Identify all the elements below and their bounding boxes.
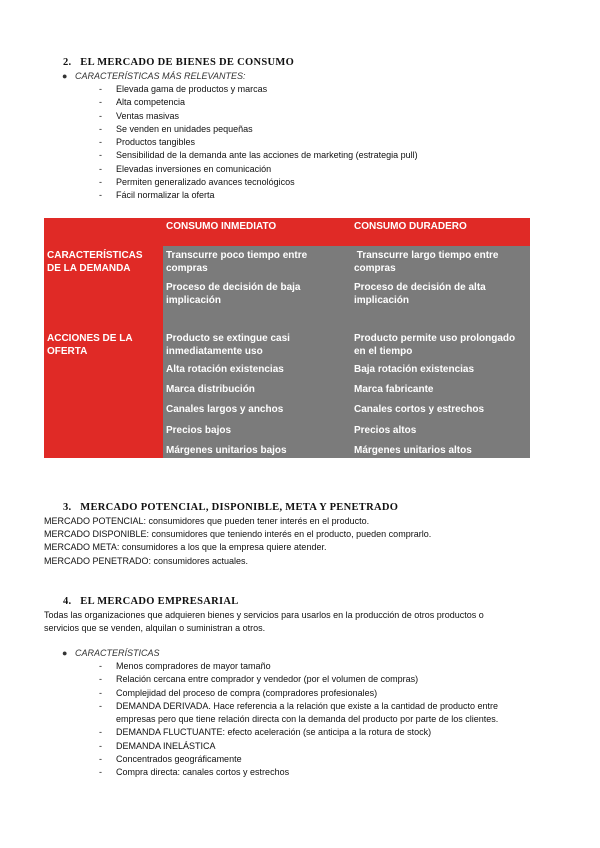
section-2-title: EL MERCADO DE BIENES DE CONSUMO [80,57,295,68]
section-3-heading [63,502,398,513]
consumo-table [44,218,530,458]
list-item: - Fácil normalizar la oferta [99,189,559,202]
table-item: Producto se extingue casi inmediatamente uso [166,333,290,357]
paragraph-line: MERCADO META: consumidores a los que la empresa quiere atender. [44,542,327,553]
table-header-inmediato: CONSUMO INMEDIATO [163,218,351,246]
list-item: - DEMANDA DERIVADA. Hace referencia a la relación que existe a la cantidad de producto entre empresas pero que tiene relación directa con la demanda del producto por parte de los clientes. [99,700,559,727]
table-item: Transcurre poco tiempo entre compras [166,250,308,274]
list-item: - Menos compradores de mayor tamaño [99,660,559,673]
section-2-bullet-label: CARACTERÍSTICAS MÁS RELEVANTES: [74,71,246,81]
table-item: Márgenes unitarios bajos [166,445,287,456]
list-item: - Elevadas inversiones en comunicación [99,163,559,176]
table-item: Precios altos [354,425,417,436]
list-item: - Alta competencia [99,96,559,109]
table-item: Proceso de decisión de alta implicación [354,282,486,306]
list-item: - Concentrados geográficamente [99,753,559,766]
list-item: - Elevada gama de productos y marcas [99,83,559,96]
section-3-title: MERCADO POTENCIAL, DISPONIBLE, META Y PENETRADO [80,502,399,513]
list-item: - Complejidad del proceso de compra (compradores profesionales) [99,687,559,700]
list-item: - DEMANDA FLUCTUANTE: efecto aceleración (se anticipa a la rotura de stock) [99,726,559,739]
table-item: Marca fabricante [354,384,434,395]
section-3-number: 3. [63,502,72,513]
table-item: Baja rotación existencias [354,364,475,375]
list-item: - Relación cercana entre comprador y vendedor (por el volumen de compras) [99,673,559,686]
paragraph-line: MERCADO PENETRADO: consumidores actuales. [44,555,249,566]
table-header-duradero: CONSUMO DURADERO [351,218,530,246]
bullet-dot-icon: ● [62,71,68,81]
table-item: Canales largos y anchos [166,404,284,415]
section-4-list [99,660,559,780]
section-2-list [99,83,559,203]
table-item: Alta rotación existencias [166,364,284,375]
cell-oferta-inmediato [163,329,351,458]
paragraph-line: MERCADO DISPONIBLE: consumidores que teniendo interés en el producto, pueden comprarlo. [44,529,432,540]
cell-demanda-inmediato [163,246,351,329]
cell-demanda-duradero [351,246,530,329]
list-item: - Compra directa: canales cortos y estrechos [99,766,559,779]
section-4-bullet-label: CARACTERÍSTICAS [74,648,160,658]
table-item: Proceso de decisión de baja implicación [166,282,301,306]
table-item: Marca distribución [166,384,255,395]
section-4-number: 4. [63,596,72,607]
section-2-heading [63,57,294,68]
list-item: - Productos tangibles [99,136,559,149]
cell-oferta-duradero [351,329,530,458]
table-item: Producto permite uso prolongado en el tiempo [354,333,516,357]
paragraph-line: MERCADO POTENCIAL: consumidores que pueden tener interés en el producto. [44,516,370,526]
paragraph-line: servicios que se venden, alquilan o suministran a otros. [44,623,266,634]
list-item: - Se venden en unidades pequeñas [99,123,559,136]
list-item: - DEMANDA INELÁSTICA [99,740,559,753]
section-2-bullet [62,71,246,81]
section-4-intro [44,609,574,635]
section-2-number: 2. [63,57,72,68]
table-item: Márgenes unitarios altos [354,445,472,456]
section-4-bullet [62,648,159,658]
list-item: - Permiten generalizado avances tecnológicos [99,176,559,189]
paragraph-line: Todas las organizaciones que adquieren bienes y servicios para usarlos en la producción de otros productos o [44,610,484,620]
table-item: Transcurre largo tiempo entre compras [354,250,499,274]
row-label-demanda: CARACTERÍSTICAS DE LA DEMANDA [44,246,163,329]
table-item: Canales cortos y estrechos [354,404,485,415]
row-label-oferta: ACCIONES DE LA OFERTA [44,329,163,458]
section-4-title: EL MERCADO EMPRESARIAL [80,596,239,607]
section-4-heading [63,596,239,607]
table-header-empty [44,218,163,246]
list-item: - Sensibilidad de la demanda ante las acciones de marketing (estrategia pull) [99,149,559,162]
table-item: Precios bajos [166,425,232,436]
bullet-dot-icon: ● [62,648,68,658]
list-item: - Ventas masivas [99,110,559,123]
section-3-body [44,515,564,568]
